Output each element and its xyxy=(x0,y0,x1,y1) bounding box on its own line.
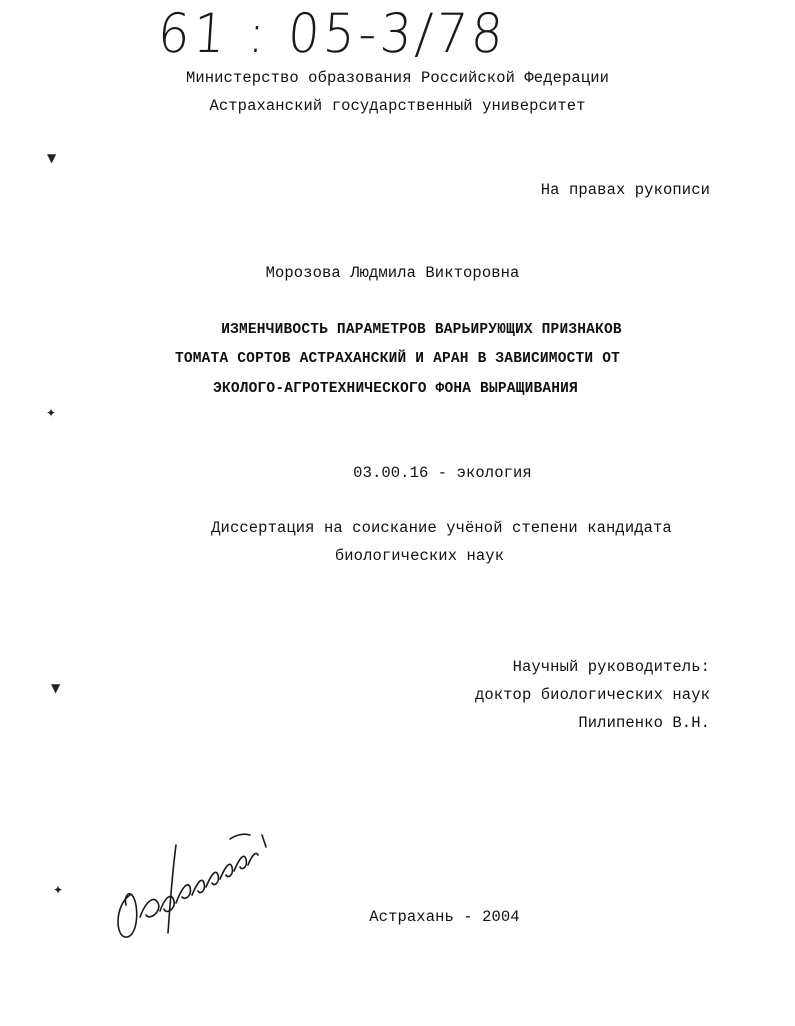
margin-mark-icon: ✦ xyxy=(46,406,57,420)
supervisor-degree: доктор биологических наук xyxy=(474,686,710,704)
manuscript-rights-note: На правах рукописи xyxy=(540,181,710,199)
thesis-title-line-2: ТОМАТА СОРТОВ АСТРАХАНСКИЙ И АРАН В ЗАВИСИМОСТИ ОТ xyxy=(174,351,621,367)
margin-mark-icon: ▼ xyxy=(51,681,61,695)
dissertation-purpose-line-2: биологических наук xyxy=(334,547,505,565)
handwritten-signature xyxy=(110,825,285,950)
city-year: Астрахань - 2004 xyxy=(369,908,520,926)
margin-mark-icon: ✦ xyxy=(53,883,64,897)
thesis-title-line-3: ЭКОЛОГО-АГРОТЕХНИЧЕСКОГО ФОНА ВЫРАЩИВАНИЯ xyxy=(213,381,578,397)
handwritten-archive-code: 61 : 05-3/78 xyxy=(156,2,509,65)
author-name: Морозова Людмила Викторовна xyxy=(265,264,520,282)
supervisor-label: Научный руководитель: xyxy=(512,658,710,676)
margin-mark-icon: ▼ xyxy=(47,151,57,165)
specialty-code: 03.00.16 - экология xyxy=(353,464,532,482)
ministry-header: Министерство образования Российской Федерации xyxy=(185,69,610,87)
university-header: Астраханский государственный университет xyxy=(209,97,586,115)
supervisor-name: Пилипенко В.Н. xyxy=(578,714,710,732)
dissertation-purpose-line-1: Диссертация на соискание учёной степени кандидата xyxy=(211,519,672,537)
thesis-title-line-1: ИЗМЕНЧИВОСТЬ ПАРАМЕТРОВ ВАРЬИРУЮЩИХ ПРИЗНАКОВ xyxy=(221,322,622,338)
